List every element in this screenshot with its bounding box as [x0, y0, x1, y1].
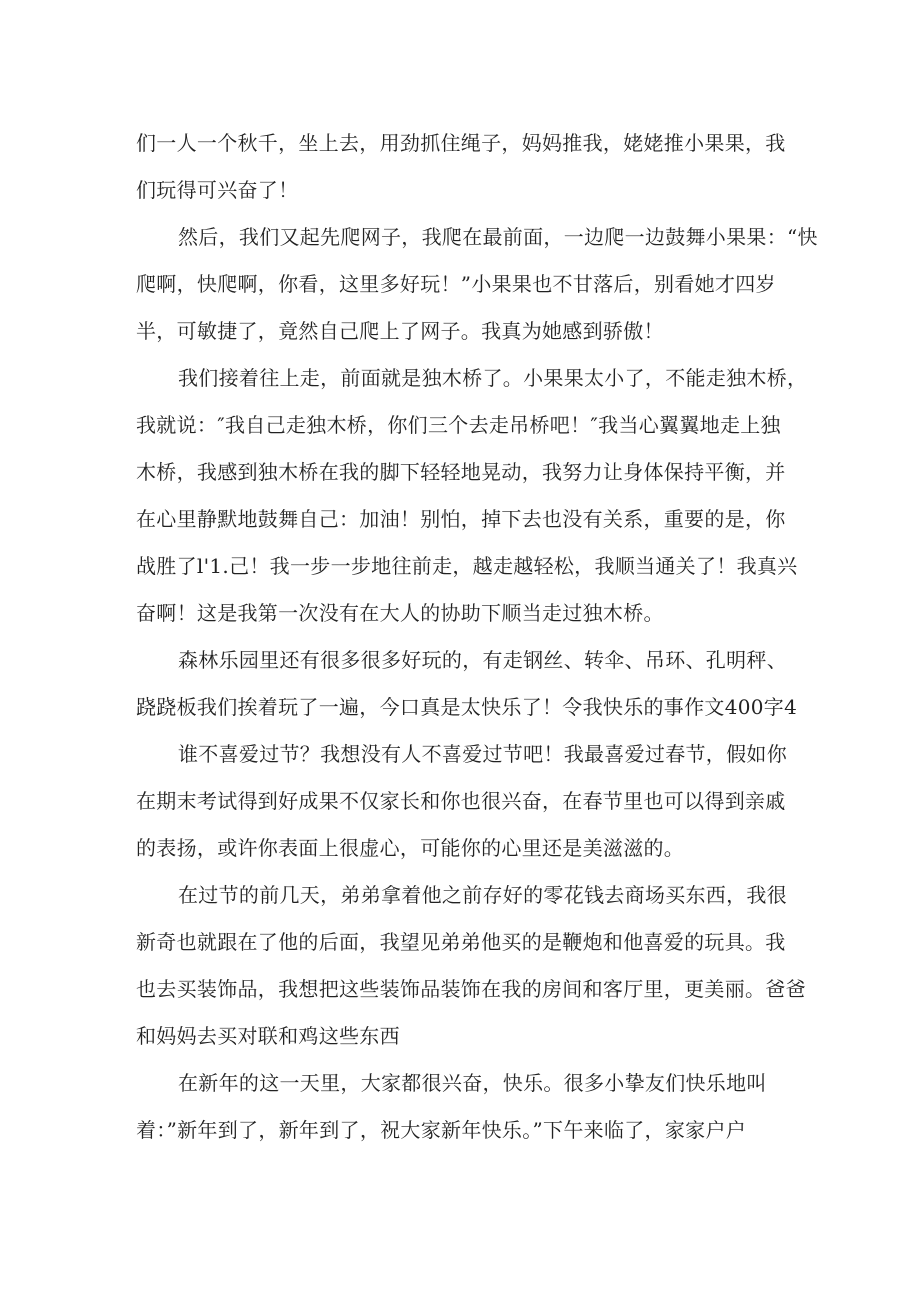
- text-line: 半，可敏捷了，竟然自己爬上了网子。我真为她感到骄傲！: [136, 319, 664, 343]
- paragraph-start-line: 森林乐园里还有很多很多好玩的，有走钢丝、转伞、吊环、孔明秤、: [178, 648, 787, 672]
- text-line: 在期末考试得到好成果不仅家长和你也很兴奋，在春节里也可以得到亲戚: [136, 789, 786, 813]
- paragraph-start-line: 在过节的前几天，弟弟拿着他之前存好的零花钱去商场买东西，我很: [178, 883, 787, 907]
- text-line: 们一人一个秋千，坐上去，用劲抓住绳子，妈妈推我，姥姥推小果果，我: [136, 131, 786, 155]
- paragraph-start-line: 然后，我们又起先爬网子，我爬在最前面，一边爬一边鼓舞小果果：“快: [178, 225, 818, 249]
- text-line: 们玩得可兴奋了！: [136, 178, 299, 202]
- article-body: [136, 120, 818, 1154]
- text-line: 跷跷板我们挨着玩了一遍，今口真是太快乐了！令我快乐的事作文400字4: [136, 695, 798, 719]
- text-line: 的表扬，或许你表面上很虚心，可能你的心里还是美滋滋的。: [136, 836, 685, 860]
- text-line: 也去买装饰品，我想把这些装饰品装饰在我的房间和客厅里，更美丽。爸爸: [136, 977, 806, 1001]
- text-line: 奋啊！这是我第一次没有在大人的协助下顺当走过独木桥。: [136, 601, 664, 625]
- text-line: 和妈妈去买对联和鸡这些东西: [136, 1024, 400, 1048]
- text-line: 在心里静默地鼓舞自己：加油！别怕，掉下去也没有关系，重要的是，你: [136, 507, 786, 531]
- paragraph-start-line: 谁不喜爱过节？我想没有人不喜爱过节吧！我最喜爱过春节，假如你: [178, 742, 787, 766]
- text-line: 爬啊，快爬啊，你看，这里多好玩！”小果果也不甘落后，别看她才四岁: [136, 272, 776, 296]
- paragraph-start-line: 在新年的这一天里，大家都很兴奋，快乐。很多小挚友们快乐地叫: [178, 1071, 767, 1095]
- text-line: 战胜了l'1.己！我一步一步地往前走，越走越轻松，我顺当通关了！我真兴: [136, 554, 798, 578]
- text-line: 新奇也就跟在了他的后面，我望见弟弟他买的是鞭炮和他喜爱的玩具。我: [136, 930, 786, 954]
- text-line: 着：”新年到了，新年到了，祝大家新年快乐。”下午来临了，家家户户: [136, 1118, 747, 1142]
- text-line: 我就说：″我自己走独木桥，你们三个去走吊桥吧！″我当心翼翼地走上独: [136, 413, 781, 437]
- text-line: 木桥，我感到独木桥在我的脚下轻轻地晃动，我努力让身体保持平衡，并: [136, 460, 786, 484]
- paragraph-start-line: 我们接着往上走，前面就是独木桥了。小果果太小了，不能走独木桥，: [178, 366, 808, 390]
